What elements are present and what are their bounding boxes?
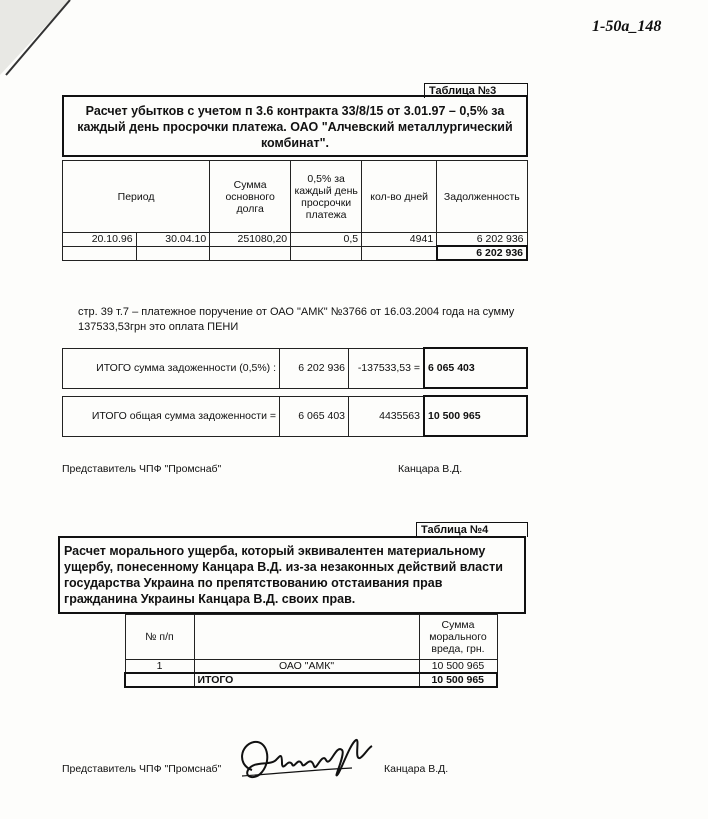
sum1-result: 6 065 403 — [424, 348, 527, 388]
cell-to: 30.04.10 — [136, 233, 210, 247]
sum2-a: 6 065 403 — [280, 396, 349, 436]
handwritten-signature — [232, 730, 382, 790]
representative-1: Представитель ЧПФ "Промснаб" — [62, 463, 222, 475]
signer-name-1: Канцара В.Д. — [398, 463, 463, 475]
cell-from: 20.10.96 — [63, 233, 137, 247]
header-debt: Задолженность — [437, 161, 527, 233]
signer-name-2: Канцара В.Д. — [384, 763, 449, 775]
total-amount: 10 500 965 — [419, 673, 497, 687]
sum2-b: 4435563 — [349, 396, 425, 436]
table-row — [125, 660, 497, 674]
header-period: Период — [63, 161, 210, 233]
table-row — [63, 233, 528, 247]
table3-label: Таблица №3 — [424, 83, 528, 98]
cell-debt: 6 202 936 — [437, 233, 527, 247]
table4-label: Таблица №4 — [416, 522, 528, 537]
cell-total: 6 202 936 — [437, 246, 527, 260]
header-blank — [194, 615, 419, 660]
header-number: № п/п — [125, 615, 194, 660]
cell-num: 1 — [125, 660, 194, 674]
sum2-label: ИТОГО общая сумма задоженности = — [63, 396, 280, 436]
cell-principal: 251080,20 — [210, 233, 291, 247]
header-amount: Сумма морального вреда, грн. — [419, 615, 497, 660]
cell-amount: 10 500 965 — [419, 660, 497, 674]
sum1-b: -137533,53 = — [349, 348, 425, 388]
sum-row-2 — [62, 395, 528, 437]
sum1-a: 6 202 936 — [280, 348, 349, 388]
table-total-row — [63, 246, 528, 260]
sum-row-1 — [62, 347, 528, 389]
representative-2: Представитель ЧПФ "Промснаб" — [62, 763, 222, 775]
header-days: кол-во дней — [362, 161, 437, 233]
cell-rate: 0,5 — [291, 233, 362, 247]
payment-note: стр. 39 т.7 – платежное поручение от ОАО "АМК" №3766 от 16.03.2004 года на сумму 137533,53грн это оплата ПЕНИ — [78, 306, 515, 333]
table3 — [62, 160, 528, 261]
folded-corner — [0, 0, 90, 80]
table3-title: Расчет убытков с учетом п 3.6 контракта 33/8/15 от 3.01.97 – 0,5% за каждый день просрочки платежа. ОАО "Алчевский металлургический комбинат". — [62, 95, 528, 157]
total-label: ИТОГО — [194, 673, 419, 687]
header-rate: 0,5% за каждый день просрочки платежа — [291, 161, 362, 233]
table-total-row — [125, 673, 497, 687]
cell-days: 4941 — [362, 233, 437, 247]
cell-company: ОАО "АМК" — [194, 660, 419, 674]
table4-title: Расчет морального ущерба, который эквивалентен материальному ущербу, понесенному Канцара В.Д. из-за незаконных действий власти государства Украина по препятствованию отстаивания прав гражданина Украины Канцара В.Д. своих прав. — [58, 536, 526, 614]
sum1-label: ИТОГО сумма задоженности (0,5%) : — [63, 348, 280, 388]
header-principal: Сумма основного долга — [210, 161, 291, 233]
table4 — [124, 614, 498, 688]
sum2-result: 10 500 965 — [424, 396, 527, 436]
document-id: 1-50a_148 — [592, 18, 662, 35]
